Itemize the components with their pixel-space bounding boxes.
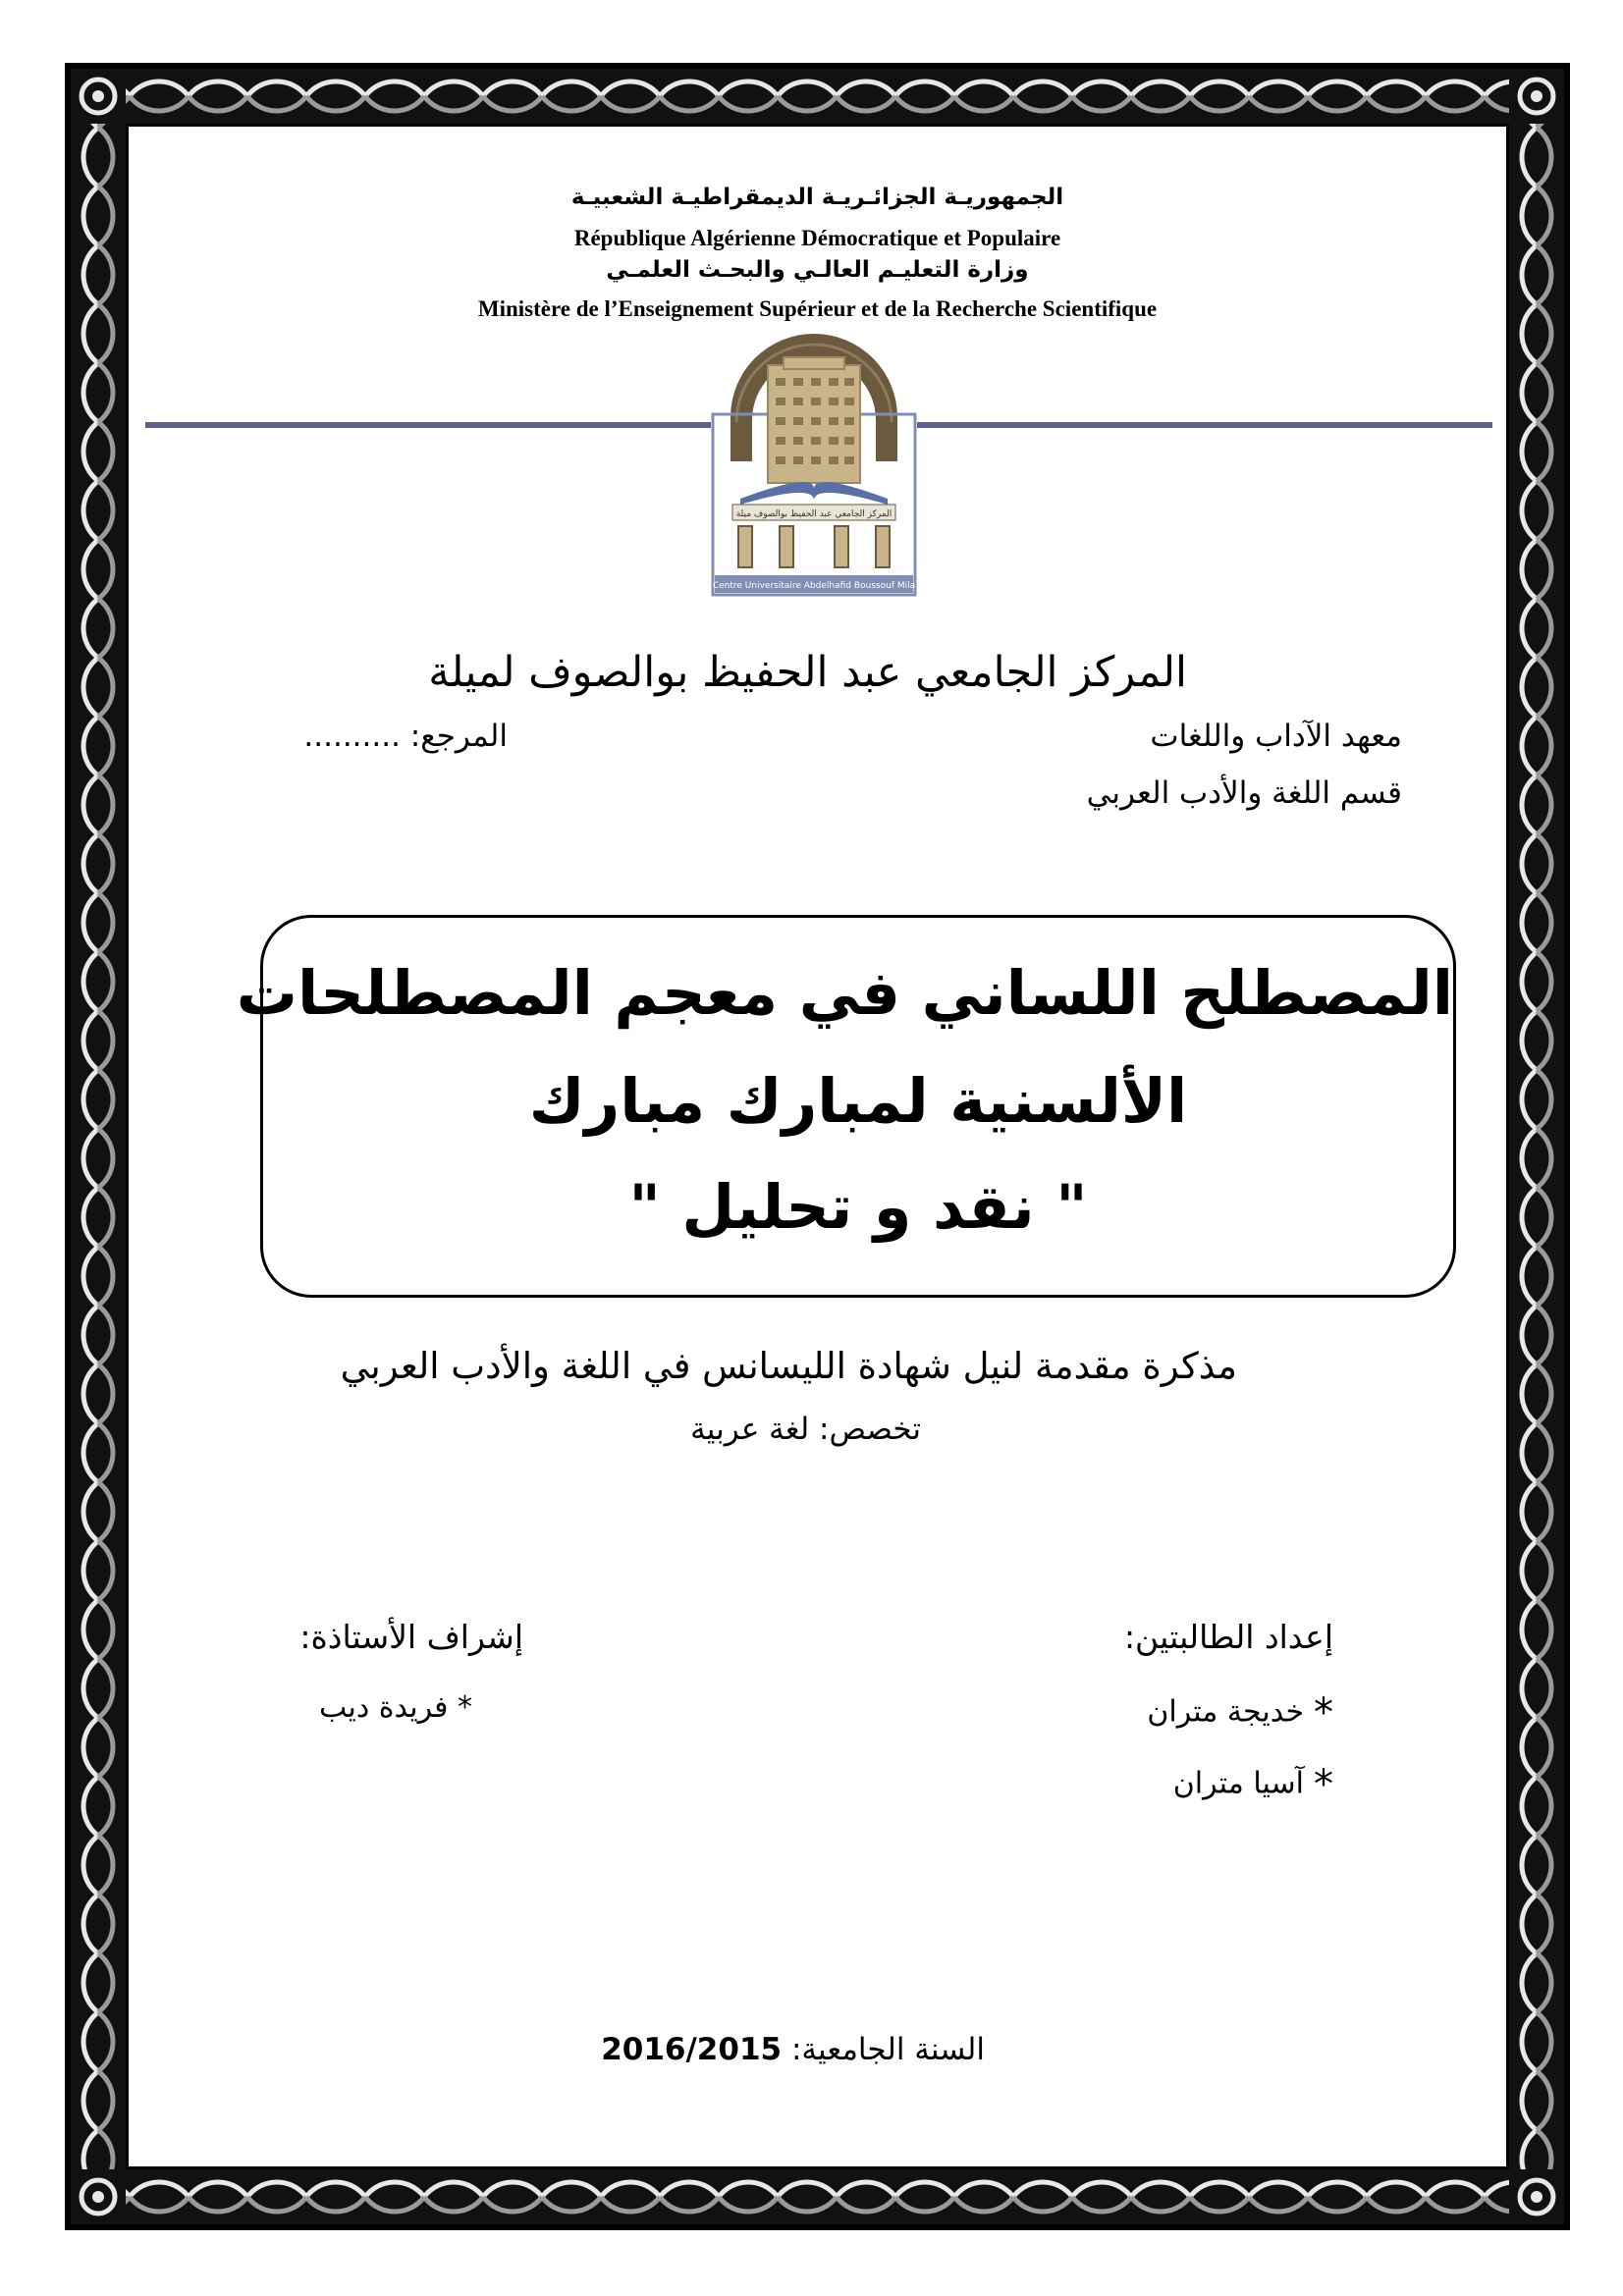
academic-year [601, 2032, 985, 2067]
reference-field: المرجع: .......... [303, 719, 508, 754]
supervisor-name: * فريدة ديب [319, 1690, 472, 1725]
border-chain-top [71, 69, 1564, 124]
institute-name: معهد الآداب واللغات [1150, 719, 1402, 754]
logo-banner-text: المركز الجامعي عبد الحفيظ بوالصوف ميلة [735, 509, 893, 519]
corner-ornament-top-left [71, 69, 126, 124]
asterisk-icon: * [1314, 1762, 1333, 1807]
corner-ornament-bottom-right [1509, 2169, 1564, 2224]
department-name: قسم اللغة والأدب العربي [1086, 775, 1402, 811]
specialty: تخصص: لغة عربية [690, 1412, 921, 1447]
border-chain-right [1509, 69, 1564, 2224]
academic-year-value: 2016/2015 [601, 2032, 783, 2067]
thesis-title-box [236, 915, 1456, 1298]
student-name: *خديجة متران [1147, 1690, 1333, 1735]
asterisk-icon: * [1314, 1690, 1333, 1735]
border-chain-bottom [71, 2169, 1564, 2224]
prepared-by-label: إعداد الطالبتين: [1123, 1618, 1333, 1656]
ministry-name-arabic: وزارة التعليـم العالـي والبحـث العلمـي [606, 257, 1029, 283]
thesis-title-line-1: المصطلح اللساني في معجم المصطلحات [236, 957, 1453, 1029]
memo-description: مذكرة مقدمة لنيل شهادة الليسانس في اللغة والأدب العربي [340, 1345, 1237, 1387]
thesis-title-line-3: " نقد و تحليل " [628, 1171, 1088, 1243]
thesis-title-line-2: الألسنية لمبارك مبارك [528, 1065, 1188, 1137]
border-chain-left [71, 69, 126, 2224]
student-name: *آسيا متران [1172, 1762, 1333, 1807]
supervision-label: إشراف الأستاذة: [299, 1618, 523, 1656]
corner-ornament-bottom-left [71, 2169, 126, 2224]
corner-ornament-top-right [1509, 69, 1564, 124]
republic-name-french: République Algérienne Démocratique et Populaire [573, 226, 1061, 250]
academic-year-label: السنة الجامعية: [790, 2032, 985, 2067]
republic-name-arabic: الجمهوريـة الجزائـريـة الديمقراطيـة الشعبيـة [570, 185, 1064, 210]
ministry-name-french: Ministère de l’Enseignement Supérieur et de la Recherche Scientifique [477, 296, 1158, 321]
university-logo [711, 324, 917, 597]
center-name: المركز الجامعي عبد الحفيظ بوالصوف لميلة [428, 648, 1187, 697]
logo-caption: Centre Universitaire Abdelhafid Boussouf Mila [712, 581, 916, 591]
